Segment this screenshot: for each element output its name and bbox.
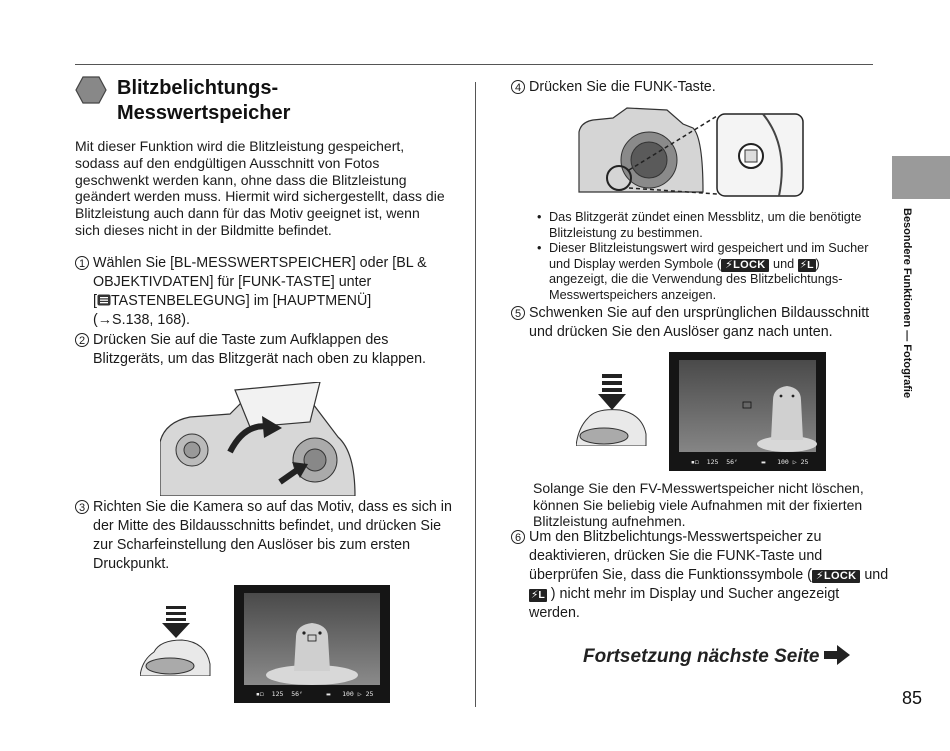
step-1 — [75, 254, 465, 330]
top-rule — [75, 64, 873, 65]
step-6: 6 Um den Blitzbelichtungs-Messwertspeicher zu deaktivieren, drücken Sie die FUNK-Taste und überprüfen Sie, dass die Funktionssymbole ( ⚡LOCK und ⚡L ) nicht mehr im Display und Sucher angezeigt werden. — [511, 528, 894, 623]
continued-next-page: Fortsetzung nächste Seite — [583, 645, 850, 668]
intro-paragraph: Mit dieser Funktion wird die Blitzleistung gespeichert, sodass auf den endgültigen Ausschnitt von Fotos geschwenkt werden kann, ohne dass die Blitzleistung geändert werden muss. Hiermit wird sichergestellt, dass die Blitzleistung auch dann für das Motiv geeignet ist, wenn sich dieses nicht in der Bildmitte befindet. — [75, 138, 445, 238]
viewfinder-readout: ▪◻ 125 56ᶠ ▬ 100 ▷ 25 — [256, 690, 374, 698]
column-divider — [475, 82, 476, 707]
page-number: 85 — [902, 688, 923, 708]
camera-flash-illustration — [160, 382, 356, 496]
step-number: 5 — [511, 306, 525, 320]
step-4: 4 Drücken Sie die FUNK-Taste. — [511, 78, 889, 97]
step-number: 3 — [75, 500, 89, 514]
fv-lock-note: Solange Sie den FV-Messwertspeicher nicht löschen, können Sie beliebig viele Aufnahmen mit der fixierten Blitzleistung aufnehmen. — [533, 480, 864, 529]
step-2: 2 Drücken Sie auf die Taste zum Aufklappen des Blitzgeräts, um das Blitzgerät nach oben zu klappen. — [75, 331, 458, 369]
step-4-notes — [537, 210, 875, 304]
step-number: 1 — [75, 256, 89, 270]
flash-lock-icon: ⚡LOCK — [721, 259, 769, 272]
viewfinder-readout: ▪◻ 125 56ᶠ ▬ 100 ▷ 25 — [691, 458, 809, 466]
step-1-line3: [ TASTENBELEGUNG] im [HAUPTMENÜ] — [93, 293, 372, 309]
half-press-illustration — [140, 604, 212, 676]
note-item: • Das Blitzgerät zündet einen Messblitz, um die benötigte Blitzleistung zu bestimmen. — [537, 210, 875, 241]
step-number: 6 — [511, 530, 525, 544]
step-1-line2: OBJEKTIVDATEN] für [FUNK-TASTE] unter — [93, 274, 372, 290]
flash-lock-icon: ⚡LOCK — [812, 570, 860, 583]
viewfinder-image-recomposed — [669, 352, 826, 471]
flash-fl-icon: ⚡L — [799, 258, 814, 271]
hexagon-icon — [75, 76, 107, 104]
step-1-line4: (→S.138, 168). — [93, 312, 190, 328]
step-3: 3 Richten Sie die Kamera so auf das Motiv, dass es sich in der Mitte des Bildausschnitts befindet, und drücken Sie zur Scharfeinstellung den Auslöser bis zum ersten Druckpunkt. — [75, 498, 458, 574]
note-item: • Dieser Blitzleistungswert wird gespeichert und im Sucher und Display werden Symbole ( ⚡LOCK und ⚡L ) angezeigt, die die Verwendung des Blitzbelichtungs-Messwertspeichers anzeigen. — [537, 241, 875, 303]
chapter-tab — [892, 156, 950, 199]
arrow-right-icon — [824, 645, 850, 665]
step-1-line1: Wählen Sie [BL-MESSWERTSPEICHER] oder [BL & — [93, 255, 427, 271]
section-title: Blitzbelichtungs- Messwertspeicher — [117, 77, 291, 124]
chapter-label: Besondere Funktionen — Fotografie — [901, 208, 913, 399]
flash-fl-icon: ⚡L — [531, 589, 545, 601]
full-press-illustration — [576, 372, 648, 446]
menu-icon — [97, 294, 111, 306]
step-5: 5 Schwenken Sie auf den ursprünglichen Bildausschnitt und drücken Sie den Auslöser ganz nach unten. — [511, 304, 894, 342]
funk-button-illustration — [575, 106, 807, 200]
step-number: 2 — [75, 333, 89, 347]
viewfinder-image — [234, 585, 390, 703]
step-number: 4 — [511, 80, 525, 94]
